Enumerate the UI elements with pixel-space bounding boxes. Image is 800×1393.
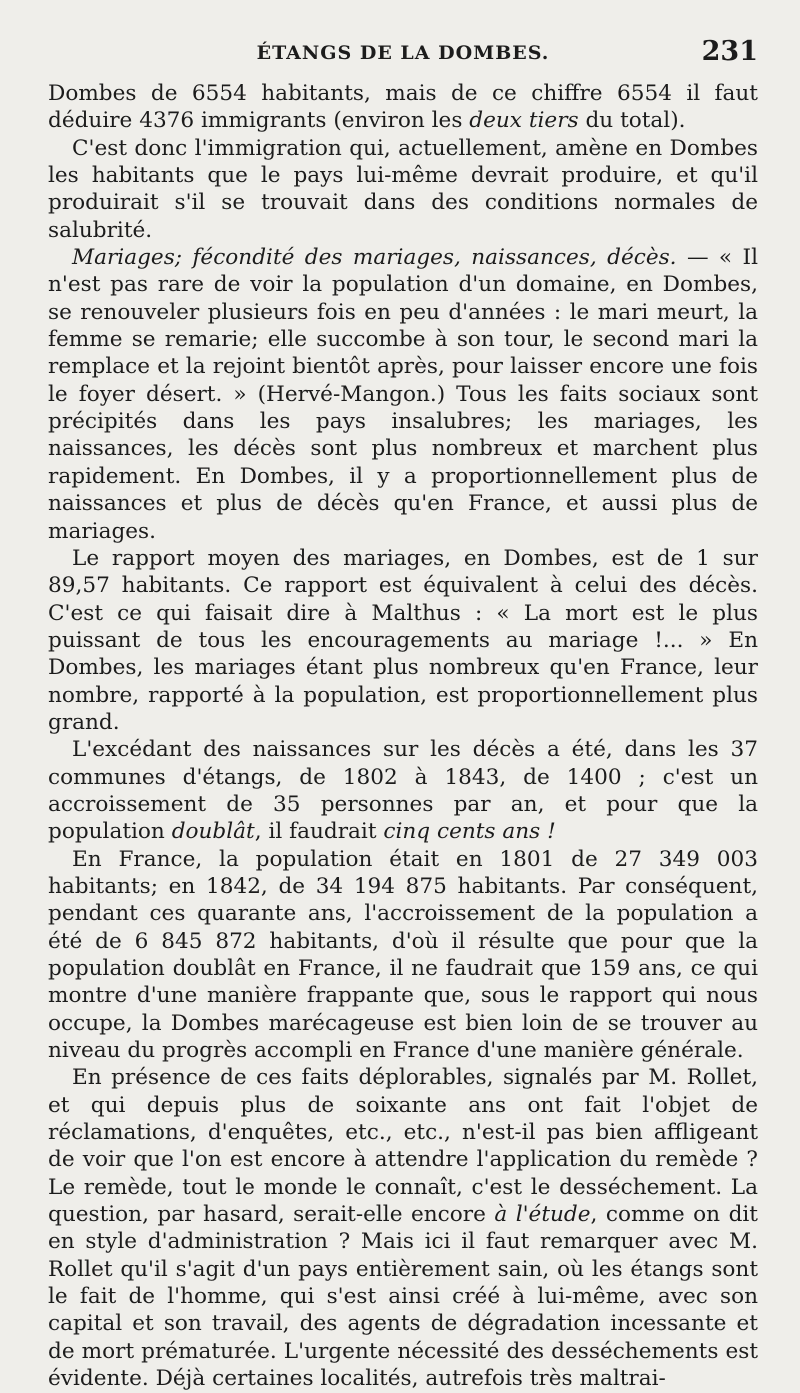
text-run: , comme on dit en style d'administration ? Mais ici il faut remarquer avec M. Rollet qu'il s'agit d'un pays entièrement sain, où les étangs sont le fait de l'homme, qui s'est ainsi créé à lui-même, avec son capital et son travail, des agents de dégradation incessante et de mort prématurée. L'urgente nécessité des desséchements est évidente. Déjà certaines localités, autrefois très maltrai- [48,1202,758,1392]
paragraph [48,545,758,736]
page-header [48,30,758,80]
italic-text: cinq cents ans ! [383,819,556,845]
text-run: , il faudrait [254,819,384,845]
italic-text: doublât [171,819,255,845]
text-run: — « Il n'est pas rare de voir la population d'un domaine, en Dombes, se renouveler plusieurs fois en peu d'années : le mari meurt, la femme se remarie; elle succombe à son tour, le second mari la remplace et la rejoint bientôt après, pour laisser encore une fois le foyer désert. » (Hervé-Mangon.) Tous les faits sociaux sont précipités dans les pays insalubres; les mariages, les naissances, les décès sont plus nombreux et marchent plus rapidement. En Dombes, il y a proportionnellement plus de naissances et plus de décès qu'en France, et aussi plus de mariages. [48,245,758,544]
text-run: C'est donc l'immigration qui, actuellement, amène en Dombes les habitants que le pays lui-même devrait produire, et qu'il produirait s'il se trouvait dans des conditions normales de salubrité. [48,135,758,243]
text-run: Le rapport moyen des mariages, en Dombes, est de 1 sur 89,57 habitants. Ce rapport est équivalent à celui des décès. C'est ce qui faisait dire à Malthus : « La mort est le plus puissant de tous les encouragements au mariage !... » En Dombes, les mariages étant plus nombreux qu'en France, leur nombre, rapporté à la population, est proportionnellement plus grand. [48,545,758,735]
paragraph [48,80,758,135]
text-run: L'excédant des naissances sur les décès a été, dans les 37 communes d'étangs, de 1802 à 1843, de 1400 ; c'est un accroissement de 35 personnes par an, et pour que la population [48,737,758,845]
body-text [48,80,758,1393]
text-run: Dombes de 6554 habitants, mais de ce chiffre 6554 il faut déduire 4376 immigrants (environ les [48,81,758,134]
italic-text: Mariages; fécondité des mariages, naissances, décès. [72,245,677,271]
text-run: En France, la population était en 1801 de 27 349 003 habitants; en 1842, de 34 194 875 habitants. Par conséquent, pendant ces quarante ans, l'accroissement de la population a été de 6 845 872 habitants, d'où il résulte que pour que la population doublât en France, il ne faudrait que 159 ans, ce qui montre d'une manière frappante que, sous le rapport qui nous occupe, la Dombes marécageuse est bien loin de se trouver au niveau du progrès accompli en France d'une manière générale. [48,846,758,1064]
paragraph [48,135,758,244]
page-number: 231 [701,36,758,67]
paragraph [48,846,758,1065]
italic-text: à l'étude [494,1202,591,1228]
italic-text: deux tiers [469,108,579,134]
text-run: En présence de ces faits déplorables, signalés par M. Rollet, et qui depuis plus de soixante ans ont fait l'objet de réclamations, d'enquêtes, etc., etc., n'est-il pas bien affligeant de voir que l'on est encore à attendre l'application du remède ? Le remède, tout le monde le connaît, c'est le desséchement. La question, par hasard, serait-elle encore [48,1065,758,1228]
paragraph [48,244,758,545]
paragraph [48,1064,758,1392]
text-run: du total). [578,108,686,134]
paragraph [48,736,758,845]
running-head: ÉTANGS DE LA DOMBES. [256,42,550,64]
